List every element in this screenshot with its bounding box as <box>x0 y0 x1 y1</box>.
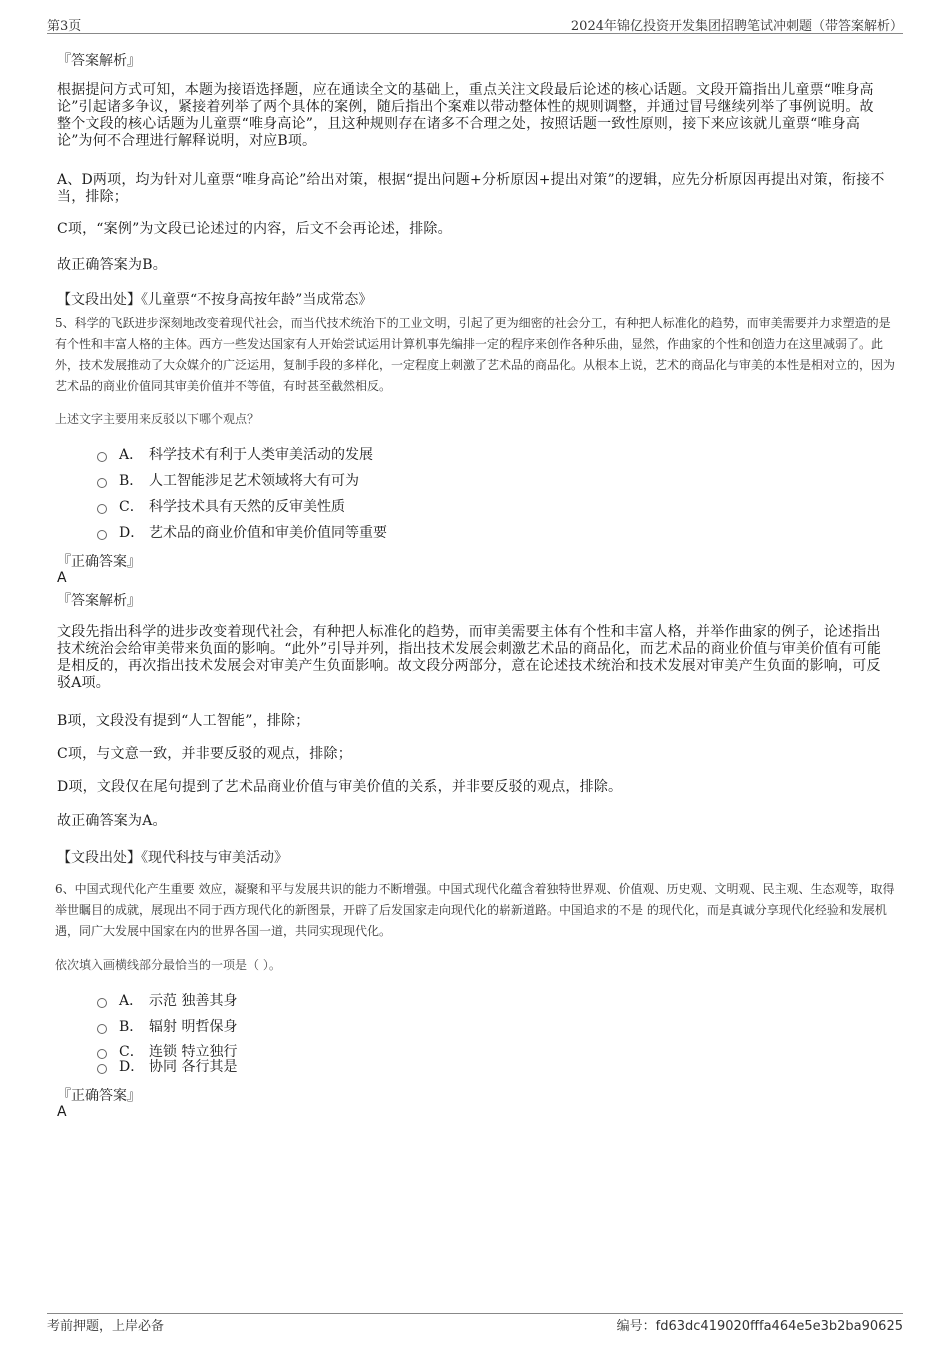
q5-analysis-paragraph-1: 文段先指出科学的进步改变着现代社会，有种把人标准化的趋势，而审美需要主体有个性和丰富人格，并举作曲家的例子，论述指出技术统治会给审美带来负面的影响。“此外”引导并列，指出技术发展会刺激艺术品的商品化，而艺术品的商业价值与审美价值有可能是相反的，再次指出技术发展会对审美产生负面影响。故文段分两部分，意在论述技术统治和技术发展对审美产生负面的影响，可反驳A项。 <box>57 624 882 691</box>
q4-analysis-label: 『答案解析』 <box>57 53 141 69</box>
q5-option-a[interactable] <box>97 444 373 464</box>
radio-button[interactable] <box>97 1024 107 1034</box>
q5-option-b[interactable] <box>97 470 359 490</box>
q5-analysis-paragraph-3: C项，与文意一致，并非要反驳的观点，排除； <box>57 746 352 762</box>
radio-button[interactable] <box>97 998 107 1008</box>
document-title: 2024年锦亿投资开发集团招聘笔试冲刺题（带答案解析） <box>570 19 903 34</box>
option-letter: B． <box>119 1019 144 1035</box>
option-text: 示范 独善其身 <box>149 993 238 1009</box>
option-text: 协同 各行其是 <box>149 1059 238 1075</box>
option-letter: C． <box>119 1044 144 1060</box>
q6-option-b[interactable] <box>97 1016 237 1036</box>
radio-button[interactable] <box>97 1064 107 1074</box>
q5-answer-label: 『正确答案』 <box>57 554 141 570</box>
q6-answer: A <box>57 1104 67 1120</box>
option-letter: A． <box>119 447 144 463</box>
option-text: 科学技术有利于人类审美活动的发展 <box>149 447 373 463</box>
option-text: 人工智能涉足艺术领域将大有可为 <box>149 473 359 489</box>
q6-option-d[interactable] <box>97 1056 237 1076</box>
q6-question-text: 6、中国式现代化产生重要 效应，凝聚和平与发展共识的能力不断增强。中国式现代化蕴含着独特世界观、价值观、历史观、文明观、民主观、生态观等，取得举世瞩目的成就，展现出不同于西方现代化的新图景，开辟了后发国家走向现代化的崭新道路。中国追求的不是 的现代化，而是真诚分享现代化经验和发展机遇，同广大发展中国家在内的世界各国一道，共同实现现代化。 <box>55 882 895 938</box>
option-letter: B． <box>119 473 144 489</box>
footer-divider <box>47 1313 903 1314</box>
option-letter: D． <box>119 525 145 541</box>
option-letter: D． <box>119 1059 145 1075</box>
q5-ask: 上述文字主要用来反驳以下哪个观点？ <box>55 412 260 426</box>
q5-option-d[interactable] <box>97 522 387 542</box>
q6-answer-label: 『正确答案』 <box>57 1088 141 1104</box>
option-text: 连锁 特立独行 <box>149 1044 238 1060</box>
q5-analysis-paragraph-4: D项，文段仅在尾句提到了艺术品商业价值与审美价值的关系，并非要反驳的观点，排除。 <box>57 779 623 795</box>
option-text: 科学技术具有天然的反审美性质 <box>149 499 345 515</box>
radio-button[interactable] <box>97 478 107 488</box>
radio-button[interactable] <box>97 530 107 540</box>
q4-source: 【文段出处】《儿童票“不按身高按年龄”当成常态》 <box>57 292 373 308</box>
option-letter: A． <box>119 993 144 1009</box>
option-text: 艺术品的商业价值和审美价值同等重要 <box>149 525 387 541</box>
q5-question-text: 5、科学的飞跃进步深刻地改变着现代社会，而当代技术统治下的工业文明，引起了更为细密的社会分工，有种把人标准化的趋势，而审美需要并力求塑造的是有个性和丰富人格的主体。西方一些发达国家有人开始尝试运用计算机事先编排一定的程序来创作各种乐曲，显然，作曲家的个性和创造力在这里减弱了。此外，技术发展推动了大众媒介的广泛运用，复制手段的多样化，一定程度上刺激了艺术品的商品化。从根本上说，艺术的商品化与审美的本性是相对立的，因为艺术品的商业价值同其审美价值并不等值，有时甚至截然相反。 <box>55 316 896 393</box>
q4-analysis-paragraph-3: C项，“案例”为文段已论述过的内容，后文不会再论述，排除。 <box>57 221 452 237</box>
footer-slogan: 考前押题，上岸必备 <box>47 1319 165 1334</box>
page-number: 第3页 <box>47 19 82 34</box>
document-code: 编号：fd63dc419020fffa464e5e3b2ba90625 <box>616 1319 903 1334</box>
option-text: 辐射 明哲保身 <box>149 1019 238 1035</box>
q4-analysis-paragraph-2: A、D两项，均为针对儿童票“唯身高论”给出对策，根据“提出问题+分析原因+提出对策”的逻辑，应先分析原因再提出对策，衔接不当，排除； <box>57 172 885 205</box>
q5-analysis-label: 『答案解析』 <box>57 593 141 609</box>
radio-button[interactable] <box>97 504 107 514</box>
q5-source: 【文段出处】《现代科技与审美活动》 <box>57 850 288 866</box>
radio-button[interactable] <box>97 452 107 462</box>
option-letter: C． <box>119 499 144 515</box>
q6-ask: 依次填入画横线部分最恰当的一项是（ ）。 <box>55 958 281 972</box>
q5-option-c[interactable] <box>97 496 345 516</box>
q5-analysis-paragraph-2: B项，文段没有提到“人工智能”，排除； <box>57 713 310 729</box>
q4-analysis-paragraph-4: 故正确答案为B。 <box>57 257 167 273</box>
q4-analysis-paragraph-1: 根据提问方式可知，本题为接语选择题，应在通读全文的基础上，重点关注文段最后论述的核心话题。文段开篇指出儿童票“唯身高论”引起诸多争议，紧接着列举了两个具体的案例，随后指出个案难以带动整体性的规则调整，并通过冒号继续列举了事例说明。故整个文段的核心话题为儿童票“唯身高论”，且这种规则存在诸多不合理之处，按照话题一致性原则，接下来应该就儿童票“唯身高论”为何不合理进行解释说明，对应B项。 <box>57 82 874 149</box>
q6-option-a[interactable] <box>97 990 237 1010</box>
q5-answer: A <box>57 570 67 586</box>
header-divider <box>47 33 903 34</box>
q5-analysis-paragraph-5: 故正确答案为A。 <box>57 813 167 829</box>
